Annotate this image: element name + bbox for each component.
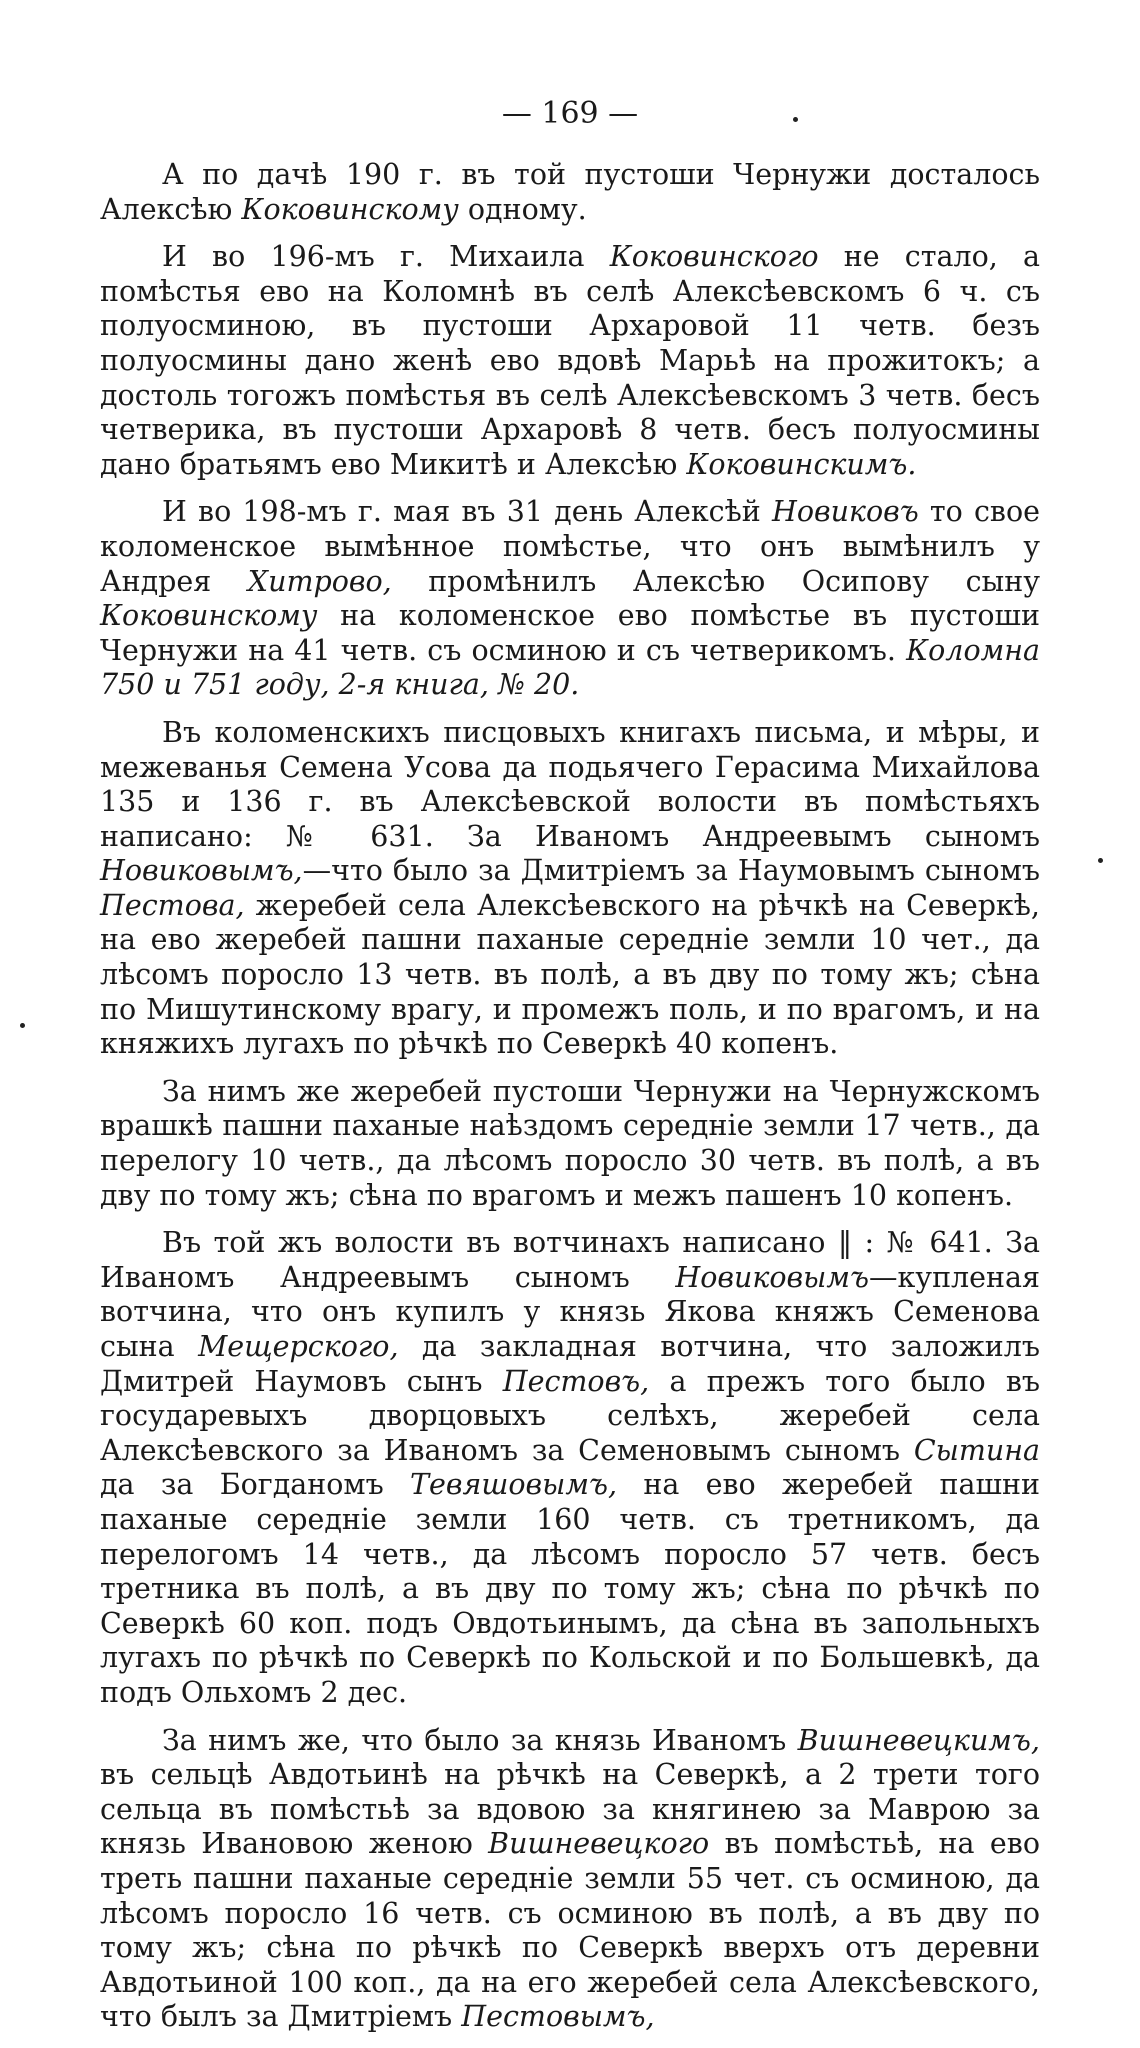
text-run: За нимъ же жеребей пустоши Чернужи на Чернужскомъ врашкѣ пашни паханые наѣздомъ середнiе земли 17 четв., да перелогу 10 четв., да лѣсомъ поросло 30 четв. въ полѣ, а въ дву по тому жъ; сѣна по врагомъ и межъ пашенъ 10 копенъ. bbox=[100, 1074, 1040, 1212]
text-run: на коломенское ево помѣстье въ пустоши Чернужи на 41 четв. съ осминою и съ четверикомъ. bbox=[100, 599, 1040, 667]
page-number: — 169 — bbox=[501, 96, 639, 131]
italic-name: Новиковымъ, bbox=[100, 854, 303, 888]
text-run: Въ коломенскихъ писцовыхъ книгахъ письма, и мѣры, и межеванья Семена Усова да подьячего Герасима Михайлова 135 и 136 г. въ Алексѣевской волости въ помѣстьяхъ написано: № 631. За Иваномъ Андреевымъ сыномъ bbox=[100, 715, 1040, 853]
text-run: Въ той жъ волости въ вотчинахъ написано ‖ : № 641. За Иваномъ Андреевымъ сыномъ bbox=[100, 1226, 1040, 1294]
print-speck bbox=[20, 1023, 25, 1028]
text-run: не стало, а помѣстья ево на Коломнѣ въ селѣ Алексѣевскомъ 6 ч. съ полуосминою, въ пустоши Архаровой 11 четв. безъ полуосмины дано женѣ ево вдовѣ Марьѣ на прожитокъ; а достоль тогожъ помѣстья въ селѣ Алексѣевскомъ 3 четв. бесъ четверика, въ пустоши Архаровѣ 8 четв. бесъ полуосмины дано братьямъ ево Микитѣ и Алексѣю bbox=[100, 240, 1040, 481]
italic-name: Сытина bbox=[913, 1433, 1040, 1467]
text-run: промѣнилъ Алексѣю Осипову сыну bbox=[391, 564, 1040, 598]
text-run: За нимъ же, что было за князь Иваномъ bbox=[162, 1723, 798, 1757]
italic-name: Мещерского, bbox=[198, 1330, 399, 1363]
text-run: жеребей села Алексѣевского на рѣчкѣ на Северкѣ, на ево жеребей пашни паханые середнiе земли 10 чет., да лѣсомъ поросло 13 четв. въ полѣ, а въ дву по тому жъ; сѣна по Мишутинскому врагу, и промежъ поль, и по врагомъ, и на княжихъ лугахъ по рѣчкѣ по Северкѣ 40 копенъ. bbox=[100, 888, 1040, 1061]
text-run: въ сельцѣ Авдотьинѣ на рѣчкѣ на Северкѣ, а 2 трети того сельца въ помѣстьѣ за вдовою за княгинею за Маврою за князь Ивановою женою bbox=[100, 1758, 1040, 1861]
italic-name: Пестовымъ, bbox=[461, 2000, 655, 2034]
text-run: да закладная вотчина, что заложилъ Дмитрей Наумовъ сынъ bbox=[100, 1330, 1040, 1398]
paragraph bbox=[100, 240, 1040, 482]
italic-name: Новиковъ bbox=[771, 495, 919, 529]
text-run: И во 196-мъ г. Михаила bbox=[162, 240, 610, 274]
paragraph bbox=[100, 716, 1040, 1062]
italic-name: Коковинскому bbox=[100, 599, 318, 633]
italic-name: Коковинского bbox=[609, 240, 819, 274]
italic-name: Коломна 750 и 751 году, 2-я книга, № 20. bbox=[100, 633, 1040, 702]
text-run: И во 198-мъ г. мая въ 31 день Алексѣй bbox=[162, 495, 772, 529]
text-run: —купленая вотчина, что онъ купилъ у князь Якова княжъ Семенова сына bbox=[100, 1260, 1040, 1363]
italic-name: Коковинскимъ. bbox=[686, 447, 917, 481]
print-speck bbox=[1098, 858, 1103, 863]
text-run: а прежъ того было въ государевыхъ дворцовыхъ селѣхъ, жеребей села Алексѣевского за Иваномъ за Семеновымъ сыномъ bbox=[100, 1364, 1040, 1467]
italic-name: Новиковымъ bbox=[675, 1260, 869, 1294]
text-run: на ево жеребей пашни паханые середнiе земли 160 четв. съ третникомъ, да перелогомъ 14 четв., да лѣсомъ поросло 57 четв. бесъ третника въ полѣ, а въ дву по тому жъ; сѣна по рѣчкѣ по Северкѣ 60 коп. подъ Овдотьинымъ, да сѣна въ запольныхъ лугахъ по рѣчкѣ по Северкѣ по Кольской и по Большевкѣ, да подъ Ольхомъ 2 дес. bbox=[100, 1468, 1040, 1709]
paragraph bbox=[100, 1075, 1040, 1213]
body-text bbox=[100, 158, 1040, 2048]
text-run: А по дачѣ 190 г. въ той пустоши Чернужи досталось Алексѣю bbox=[100, 158, 1040, 226]
italic-name: Вишневецкого bbox=[488, 1827, 710, 1861]
paragraph bbox=[100, 495, 1040, 703]
paragraph bbox=[100, 1724, 1040, 2035]
italic-name: Коковинскому bbox=[241, 192, 459, 226]
paragraph bbox=[100, 1226, 1040, 1710]
italic-name: Вишневецкимъ, bbox=[797, 1723, 1040, 1757]
italic-name: Хитрово, bbox=[247, 564, 392, 598]
paragraph bbox=[100, 158, 1040, 227]
italic-name: Пестовъ, bbox=[502, 1364, 650, 1398]
text-run: одному. bbox=[458, 192, 587, 226]
italic-name: Тевяшовымъ, bbox=[410, 1468, 618, 1502]
text-run: да за Богданомъ bbox=[100, 1468, 411, 1502]
italic-name: Пестова, bbox=[100, 888, 245, 922]
print-speck bbox=[793, 117, 798, 122]
text-run: —что было за Дмитрiемъ за Наумовымъ сыномъ bbox=[302, 854, 1040, 888]
text-run: въ помѣстьѣ, на ево треть пашни паханые середнiе земли 55 чет. съ осминою, да лѣсомъ поросло 16 четв. съ осминою въ полѣ, а въ дву по тому жъ; сѣна по рѣчкѣ по Северкѣ вверхъ отъ деревни Авдотьиной 100 коп., да на его жеребей села Алексѣевского, что былъ за Дмитрiемъ bbox=[100, 1827, 1040, 2034]
text-run: то свое коломенское вымѣнное помѣстье, что онъ вымѣнилъ у Андрея bbox=[100, 495, 1040, 598]
